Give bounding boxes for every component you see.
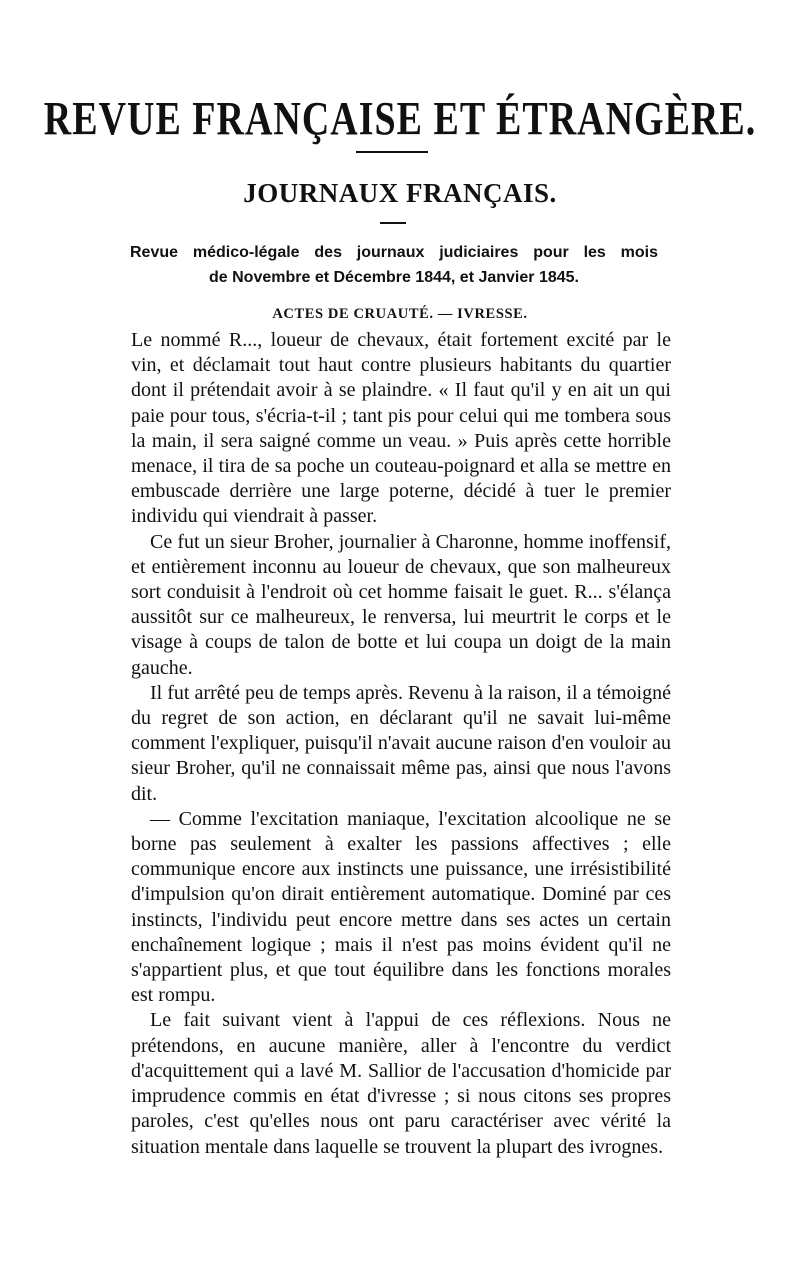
- paragraph: — Comme l'excitation maniaque, l'excitation alcoolique ne se borne pas seulement à exalter les passions affectives ; elle communique encore aux instincts une puissance, une irrésistibilité d'impulsion qu'on dirait entièrement automatique. Dominé par ces instincts, l'individu peut encore mettre dans ses actes un certain enchaînement logique ; mais il n'est pas moins évident qu'il ne s'appartient plus, et que tout équilibre dans les fonctions morales est rompu.: [131, 807, 671, 1007]
- title-rule: [356, 151, 428, 153]
- section-rule: [380, 222, 406, 224]
- article-subheading: ACTES DE CRUAUTÉ. — IVRESSE.: [272, 306, 528, 322]
- paragraph: Il fut arrêté peu de temps après. Revenu à la raison, il a témoigné du regret de son action, en déclarant qu'il ne savait lui-même comment l'expliquer, puisqu'il n'avait aucune raison d'en vouloir au sieur Broher, qu'il ne connaissait même pas, ainsi que nous l'avons dit.: [131, 681, 671, 805]
- paragraph: Ce fut un sieur Broher, journalier à Charonne, homme inoffensif, et entièrement inconnu au loueur de chevaux, que son malheureux sort conduisit à l'endroit où cet homme faisait le guet. R... s'élança aussitôt sur ce malheureux, le renversa, lui meurtrit le corps et le visage à coups de talon de botte et lui coupa un doigt de la main gauche.: [131, 530, 671, 679]
- review-subtitle: [130, 240, 658, 290]
- article-body: [131, 328, 671, 1160]
- section-title: JOURNAUX FRANÇAIS.: [243, 178, 557, 208]
- paragraph: Le nommé R..., loueur de chevaux, était fortement excité par le vin, et déclamait tout haut contre plusieurs habitants du quartier dont il prétendait avoir à se plaindre. « Il faut qu'il y en ait un qui paie pour tous, s'écria-t-il ; tant pis pour celui qui me tombera sous la main, il sera saigné comme un veau. » Puis après cette horrible menace, il tira de sa poche un couteau-poignard et alla se mettre en embuscade derrière une large poterne, décidé à tuer le premier individu qui viendrait à passer.: [131, 329, 671, 528]
- subtitle-line-1: Revue médico-légale des journaux judiciaires pour les mois: [130, 244, 658, 261]
- running-title: REVUE FRANÇAISE ET ÉTRANGÈRE.: [43, 93, 757, 146]
- subtitle-line-2: de Novembre et Décembre 1844, et Janvier 1845.: [209, 269, 579, 286]
- paragraph: Le fait suivant vient à l'appui de ces réflexions. Nous ne prétendons, en aucune manière, aller à l'encontre du verdict d'acquittement qui a lavé M. Sallior de l'accusation d'homicide par imprudence commis en état d'ivresse ; si nous citons ses propres paroles, c'est qu'elles nous ont paru caractériser avec vérité la situation mentale dans laquelle se trouvent la plupart des ivrognes.: [131, 1009, 671, 1158]
